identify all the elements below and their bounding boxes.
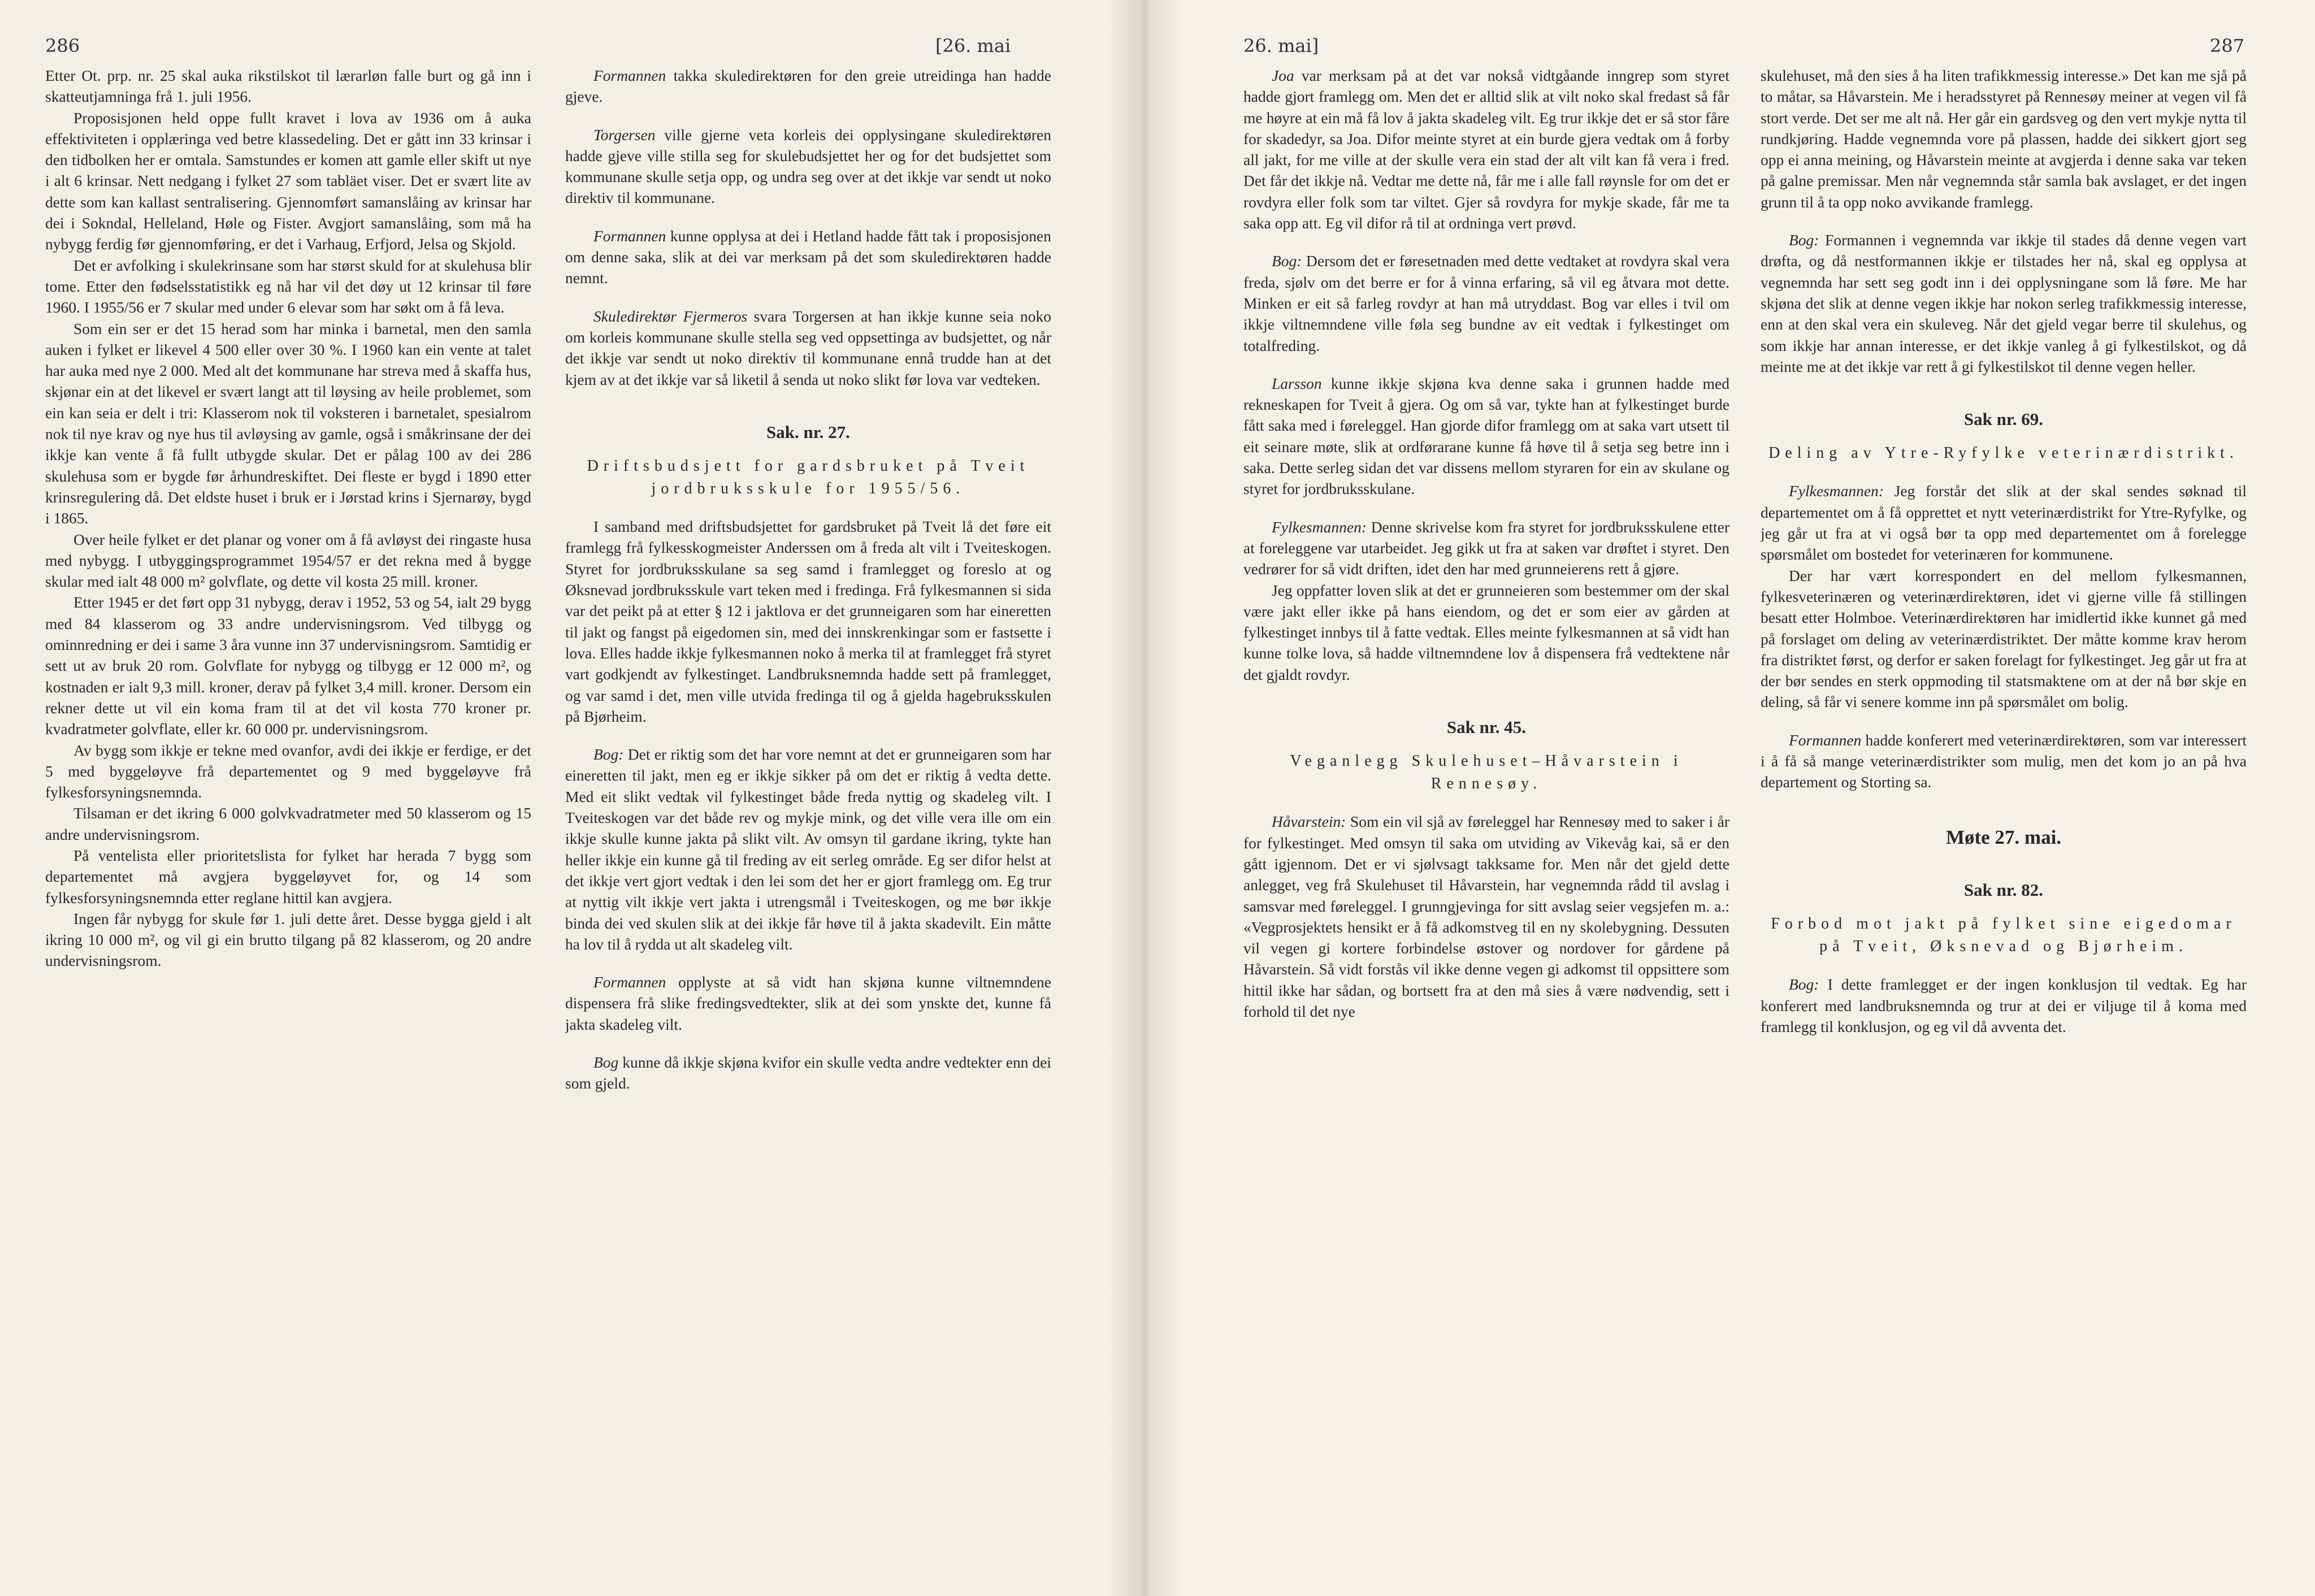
paragraph-text: I samband med driftsbudsjettet for gardsbruket på Tveit lå det føre eit framlegg frå fylkesskogmeister Anderssen om å freda alt vilt i Tveiteskogen. Styret for jordbruksskulane sa seg samd i framlegget og foreslo at og Øksnevad jordbruksskule vart teken med i fredinga. Frå fylkesmannen si sida var det peikt på at etter § 12 i jaktlova er det grunneigaren som har eineretten til jakt og fangst på eigedomen sin, med dei innskrenkingar som er fastsette i lova. Elles hadde ikkje fylkesmannen noko å merka til at framlegget frå styret vart godkjendt av fylkestinget. Landbruksnemnda hadde sett på framlegget, og var samd i det, men ville utvida fredinga til og å gjelda hagebruksskulen på Bjørheim.	[565, 518, 1051, 725]
paragraph	[1761, 480, 2247, 565]
paragraph-text: kunne opplysa at dei i Hetland hadde fått tak i proposisjonen om denne saka, slik at dei var merksam på det som skuledirektøren hadde nemnt.	[565, 227, 1051, 287]
paragraph-text: Formannen i vegnemnda var ikkje til stades då denne vegen vart drøfta, og då nestformannen ikkje er tilstades her nå, skal eg opplysa at vegnemnda har sett seg godt inn i dei opplysningane som lå føre. Me har skjøna det slik at denne vegen ikkje har nokon serleg trafikkmessig interesse, enn at den skal vera ein skuleveg. Når det gjeld vegar berre til skulehus, og som ikkje har annan interesse, er det ikkje vanleg å gi fylkestilskot, og då meinte me at det ikkje var rett å gi fylkestilskot til denne vegen heller.	[1761, 231, 2247, 375]
section-heading: Sak. nr. 27.	[766, 422, 850, 442]
paragraph-text: Som ein ser er det 15 herad som har minka i barnetal, men den samla auken i fylket er likevel 4 500 eller over 30 %. I 1960 kan ein vente at talet har auka med nye 2 000. Med alt det kommunane har streva med å skaffa hus, skjønar ein at det likevel er svært langt att til løysing av heile problemet, som ein kan seia er delt i tri: Klasserom nok til voksteren i barnetalet, spesialrom nok til nye krav og nye hus til avløysing av gamle, også i småkrinsane der dei ikkje kan vente å få fullt utbygde skular. Det er pålag 100 av dei 286 skulehusa som er bygde før århundreskiftet. Dei fleste er bygd i 1890 etter krinsregulering då. Det eldste huset i bruk er i Jørstad krins i Sjernarøy, bygd i 1865.	[45, 319, 531, 527]
section-subject: Veganlegg Skulehuset–Håvarstein i Rennesøy.	[1290, 752, 1683, 793]
paragraph	[1761, 65, 2247, 212]
speaker-name: Fylkesmannen:	[1789, 482, 1884, 500]
paragraph-text: takka skuledirektøren for den greie utreidinga han hadde gjeve.	[565, 67, 1051, 106]
paragraph-text: I dette framlegget er der ingen konklusjon til vedtak. Eg har konferert med landbruksnemnda og trur at dei er viljuge til å koma med framlegg til konklusjon, og eg vil då avventa det.	[1761, 975, 2247, 1035]
page-number-left: 286	[45, 35, 80, 57]
paragraph	[45, 318, 531, 529]
paragraph-text: kunne då ikkje skjøna kvifor ein skulle vedta andre vedtekter enn dei som gjeld.	[565, 1053, 1051, 1092]
paragraph-text: Proposisjonen held oppe fullt kravet i lova av 1936 om å auka effektiviteten i opplæringa ved betre klassedeling. Det er gått inn 33 krinsar i den tidbolken her er omtala. Samstundes er komen att gamle eller skift ut nye i alt 6 krinsar. Nett nedgang i fylket 27 som tabläet viser. Det er svært lite av dette som kan kallast sentralisering. Gjennomført samanslåing av krinsar har dei i Sokndal, Helleland, Høle og Fister. Avgjort samanslåing, som må ha nybygg ferdig før gjennomføring, er det i Varhaug, Erfjord, Jelsa og Skjold.	[45, 109, 531, 253]
left-page	[0, 0, 1142, 1596]
paragraph-text: Som ein vil sjå av føreleggel har Rennesøy med to saker i år for fylkestinget. Med omsyn til saka om utviding av Vikevåg kai, så er den gått igjennom. Det er vi sjølvsagt takksame for. Men når det gjeld dette anlegget, veg frå Skulehuset til Håvarstein, har vegnemnda rådd til avslag i samsvar med føreleggel. I grunngjevinga for sitt avslag seier vegsjefen m. a.: «Vegprosjektets hensikt er å få adkomstveg til en ny skolebygning. Dessuten vil vegen gi kortere forbindelse østover og nordover for gårdene på Håvarstein. Så vidt forstås vil ikke denne vegen gi adkomst til oppsittere som hittil ikke har sådan, og bortsett fra at den må sies å være nødvendig, sett i forhold til det nye	[1243, 813, 1729, 1020]
meeting-heading: Møte 27. mai.	[1945, 826, 2062, 848]
paragraph-text: Jeg oppfatter loven slik at det er grunneieren som bestemmer om der skal være jakt eller ikke på hans eiendom, og det er som eier av gården at fylkestinget innbys til å fatte vedtak. Elles meinte fylkesmannen at så vidt han kunne tolke lova, så hadde viltnemndene lov å dispensera frå vedtektene når det gjaldt rovdyr.	[1243, 581, 1729, 683]
paragraph	[1761, 565, 2247, 713]
right-page	[1142, 0, 2315, 1596]
paragraph	[565, 306, 1051, 390]
right-page-column-2	[1761, 65, 2247, 1568]
paragraph	[1761, 974, 2247, 1037]
speaker-name: Håvarstein:	[1272, 813, 1346, 831]
paragraph	[565, 516, 1051, 727]
speaker-name: Bog:	[1272, 252, 1302, 270]
paragraph-text: Denne skrivelse kom fra styret for jordbruksskulene etter at foreleggene var utarbeidet. Jeg gikk ut fra at saken var drøftet i styret. Den vedrører for så vidt driften, idet den har med grunneierens rett å gjøre.	[1243, 518, 1729, 578]
paragraph	[565, 744, 1051, 955]
paragraph-text: Etter 1945 er det ført opp 31 nybygg, derav i 1952, 53 og 54, ialt 29 bygg med 84 klasserom og 33 andre undervisningsrom. Ved tilbygg og ominnredning er dei i same 3 åra vunne inn 37 undervisningsrom. Samtidig er sett ut av bruk 20 rom. Golvflate for nybygg og tilbygg er 12 000 m², og kostnaden er ialt 9,3 mill. kroner, derav på fylket 3,4 mill. kroner. Dersom ein rekner dette ut vil ein koma fram til at det vil kosta 770 kroner pr. kvadratmeter golvflate, eller kr. 60 000 pr. undervisningsrom.	[45, 593, 531, 738]
speaker-name: Fylkesmannen:	[1272, 518, 1367, 536]
paragraph	[45, 65, 531, 107]
paragraph	[1243, 580, 1729, 685]
speaker-name: Formannen	[593, 67, 666, 84]
left-page-column-2	[565, 65, 1051, 1568]
paragraph	[1243, 373, 1729, 500]
page-number-right: 287	[2210, 35, 2245, 57]
paragraph-text: Det er avfolking i skulekrinsane som har størst skuld for at skulehusa blir tome. Etter den fødselsstatistikk eg nå har vil det døy ut 12 krinsar til føre 1960. I 1955/56 er 7 skular med under 6 elevar som har søkt om å få leva.	[45, 256, 531, 316]
paragraph-text: hadde konferert med veterinærdirektøren, som var interessert i å få så mange veterinærdistrikter som mulig, men det kom jo an på hva departement og Storting sa.	[1761, 731, 2247, 791]
section-heading: Sak nr. 82.	[1963, 879, 2044, 900]
speaker-name: Formannen	[1789, 731, 1862, 749]
section-subject: Driftsbudsjett for gardsbruket på Tveit jordbruksskule for 1955/56.	[587, 457, 1030, 498]
paragraph-text: kunne ikkje skjøna kva denne saka i grunnen hadde med rekneskapen for Tveit å gjera. Og om så var, tykte han at fylkestinget burde fått saka med i føreleggel. Han gjorde difor framlegg om at saka vart utsett til eit seinare møte, slik at ordførarane kunne få høve til å setja seg betre inn i saka. Dette serleg sidan det var dissens mellom styraren for ein av skulane og styret for jordbruksskulane.	[1243, 374, 1729, 498]
paragraph	[1761, 730, 2247, 793]
left-page-column-1	[45, 65, 531, 1568]
paragraph-text: Jeg forstår det slik at der skal sendes søknad til departementet om å få opprettet et nytt veterinærdistrikt for Ytre-Ryfylke, og jeg går ut fra at vi også bør ta opp med departementet om å forelegge spørsmålet om bostedet for veterinæren for kommunene.	[1761, 482, 2247, 563]
paragraph	[565, 65, 1051, 107]
paragraph	[45, 803, 531, 845]
paragraph-text: Etter Ot. prp. nr. 25 skal auka rikstilskot til lærarløn falle burt og gå inn i skatteutjamninga frå 1. juli 1956.	[45, 67, 531, 106]
paragraph	[45, 908, 531, 972]
paragraph	[1761, 229, 2247, 377]
paragraph	[45, 740, 531, 803]
paragraph	[45, 592, 531, 739]
speaker-name: Formannen	[593, 227, 666, 245]
running-head-right: 26. mai]	[1243, 35, 1319, 57]
section-subject: Deling av Ytre-Ryfylke veterinærdistrikt.	[1768, 444, 2239, 462]
paragraph-text: skulehuset, må den sies å ha liten trafikkmessig interesse.» Det kan me sjå på to måtar, sa Håvarstein. Me i heradsstyret på Rennesøy meiner at vegen vil få stort verde. Det ser me alt nå. Her går ein gardsveg og den vert mykje nytta til rundkjøring. Hadde vegnemnda vore på plassen, hadde dei sikkert gjort seg opp ei anna meining, og Håvarstein meinte at avgjerda i denne saka var teken på galne premissar. Men når vegnemnda står samla bak avslaget, er det ingen grunn til å ta opp noko avvikande framlegg.	[1761, 67, 2247, 211]
paragraph	[565, 124, 1051, 209]
section-heading: Sak nr. 45.	[1446, 717, 1527, 738]
paragraph	[1243, 250, 1729, 355]
paragraph	[565, 972, 1051, 1035]
speaker-name: Skuledirektør Fjermeros	[593, 307, 748, 325]
paragraph	[565, 225, 1051, 289]
speaker-name: Bog	[593, 1053, 619, 1071]
speaker-name: Torgersen	[593, 125, 656, 144]
speaker-name: Larsson	[1272, 374, 1322, 392]
speaker-name: Bog:	[1789, 975, 1819, 994]
speaker-name: Bog:	[1789, 231, 1819, 249]
right-page-column-1	[1243, 65, 1729, 1568]
speaker-name: Joa	[1272, 67, 1294, 84]
paragraph	[1243, 517, 1729, 580]
paragraph	[45, 529, 531, 592]
paragraph	[45, 255, 531, 318]
book-gutter-shadow	[1108, 0, 1181, 1596]
speaker-name: Bog:	[593, 745, 624, 764]
paragraph	[45, 845, 531, 908]
running-head-left: [26. mai	[935, 35, 1011, 57]
paragraph-text: Dersom det er føresetnaden med dette vedtaket at rovdyra skal vera freda, sjølv om det berre er for å vinna erfaring, så vil eg åtvara mot dette. Minken er eit så farleg rovdyr at han må utryddast. Bog var elles i tvil om ikkje viltnemndene ville føla seg bundne av eit vedtak i fylkestinget om totalfreding.	[1243, 252, 1729, 354]
paragraph-text: opplyste at så vidt han skjøna kunne viltnemndene dispensera frå slike fredingsvedtekter, slik at dei som ynskte det, kunne få jakta skadeleg vilt.	[565, 973, 1051, 1033]
paragraph-text: På ventelista eller prioritetslista for fylket har herada 7 bygg som departementet må avgjera byggeløyvet for, og 14 som fylkesforsyningsnemnda etter reglane hittil kan avgjera.	[45, 846, 531, 907]
paragraph-text: svara Torgersen at han ikkje kunne seia noko om korleis kommunane skulle stella seg ved oppsettinga av budsjettet, og når det ikkje var sendt ut noko direktiv til kommunane ennå trudde han at det kjem av at det ikkje var så liketil å senda ut noko slikt før lova var vedteken.	[565, 307, 1051, 388]
paragraph	[565, 1052, 1051, 1094]
paragraph-text: ville gjerne veta korleis dei opplysingane skuledirektøren hadde gjeve ville stilla seg for skulebudsjettet her og for det budsjettet som kommunane skulle setja opp, og undra seg over at det ikkje var sendt ut noko direktiv til kommunane.	[565, 125, 1051, 207]
speaker-name: Formannen	[593, 973, 666, 991]
section-subject: Forbod mot jakt på fylket sine eigedomar på Tveit, Øksnevad og Bjørheim.	[1771, 915, 2236, 956]
paragraph-text: Der har vært korrespondert en del mellom fylkesmannen, fylkesveterinæren og veterinærdirektøren, idet vi gjerne ville få stillingen besatt etter Holmboe. Veterinærdirektøren har imidlertid ikke kunnet gå med på forslaget om deling av veterinærdistriktet. Der måtte komme krav herom fra distriktet først, og derfor er saken forelagt for fylkestinget. Jeg går ut fra at der bør sendes en sterk oppmoding til statsmaktene om at der nå bør skje en deling, så får vi senere komme inn på spørsmålet om bolig.	[1761, 566, 2247, 711]
paragraph-text: Tilsaman er det ikring 6 000 golvkvadratmeter med 50 klasserom og 15 andre undervisningsrom.	[45, 804, 531, 843]
paragraph-text: Ingen får nybygg for skule før 1. juli dette året. Desse bygga gjeld i alt ikring 10 000 m², og vil gi ein brutto tilgang på 82 klasserom, og 20 andre undervisningsrom.	[45, 909, 531, 970]
paragraph	[1243, 65, 1729, 233]
paragraph-text: Det er riktig som det har vore nemnt at det er grunneigaren som har eineretten til jakt, men eg er ikkje sikker på om det er riktig å vedta dette. Med eit slikt vedtak vil fylkestinget både freda nyttig og skadeleg vilt. I Tveiteskogen var det både rev og mykje mink, og det ville vera ille om ein ikkje skulle kunne jakta på slikt vilt. Av omsyn til gardane ikring, tykte han heller ikkje ein kunne gå til freding av eit serleg område. Eg ser difor helst at det ikkje vert gjort vedtak i den lei som det her er gjort framlegg om. Eg trur at nyttig vilt ikkje vert jakta i utrengsmål i Tveiteskogen, og me bør ikkje binda dei ved skulen slik at dei ikkje får høve til å jakta skadevilt. Ein måtte ha lov til å rydda ut alt skadeleg vilt.	[565, 745, 1051, 953]
paragraph	[1243, 811, 1729, 1022]
section-heading: Sak nr. 69.	[1963, 409, 2044, 430]
paragraph	[45, 107, 531, 255]
paragraph-text: Over heile fylket er det planar og voner om å få avløyst dei ringaste husa med nybygg. I utbyggingsprogrammet 1954/57 er det rekna med å bygge skular med ialt 48 000 m² golvflate, og dette vil kosta 25 mill. kroner.	[45, 530, 531, 591]
paragraph-text: var merksam på at det var nokså vidtgåande inngrep som styret hadde gjort framlegg om. Men det er alltid slik at vilt noko skal fredast så får me høyre at ein må få lov å jakta skadeleg vilt. Eg trur ikkje det er så stor fåre for skadedyr, sa Joa. Difor meinte styret at ein burde gjera vedtak om å forby all jakt, for me ville at der skulle vera ein stad der alt vilt kan få vera i fred. Det får det ikkje nå. Vedtar me dette nå, får me i alle fall røynsle for om det er rovdyra eller folk som tar viltet. Gjer så rovdyra for mykje skade, får me ta saka opp att. Eg vil difor rå til at ordninga vert prøvd.	[1243, 67, 1729, 232]
paragraph-text: Av bygg som ikkje er tekne med ovanfor, avdi dei ikkje er ferdige, er det 5 med byggeløyve frå departementet og 9 med byggeløyve frå fylkesforsyningsnemnda.	[45, 741, 531, 801]
